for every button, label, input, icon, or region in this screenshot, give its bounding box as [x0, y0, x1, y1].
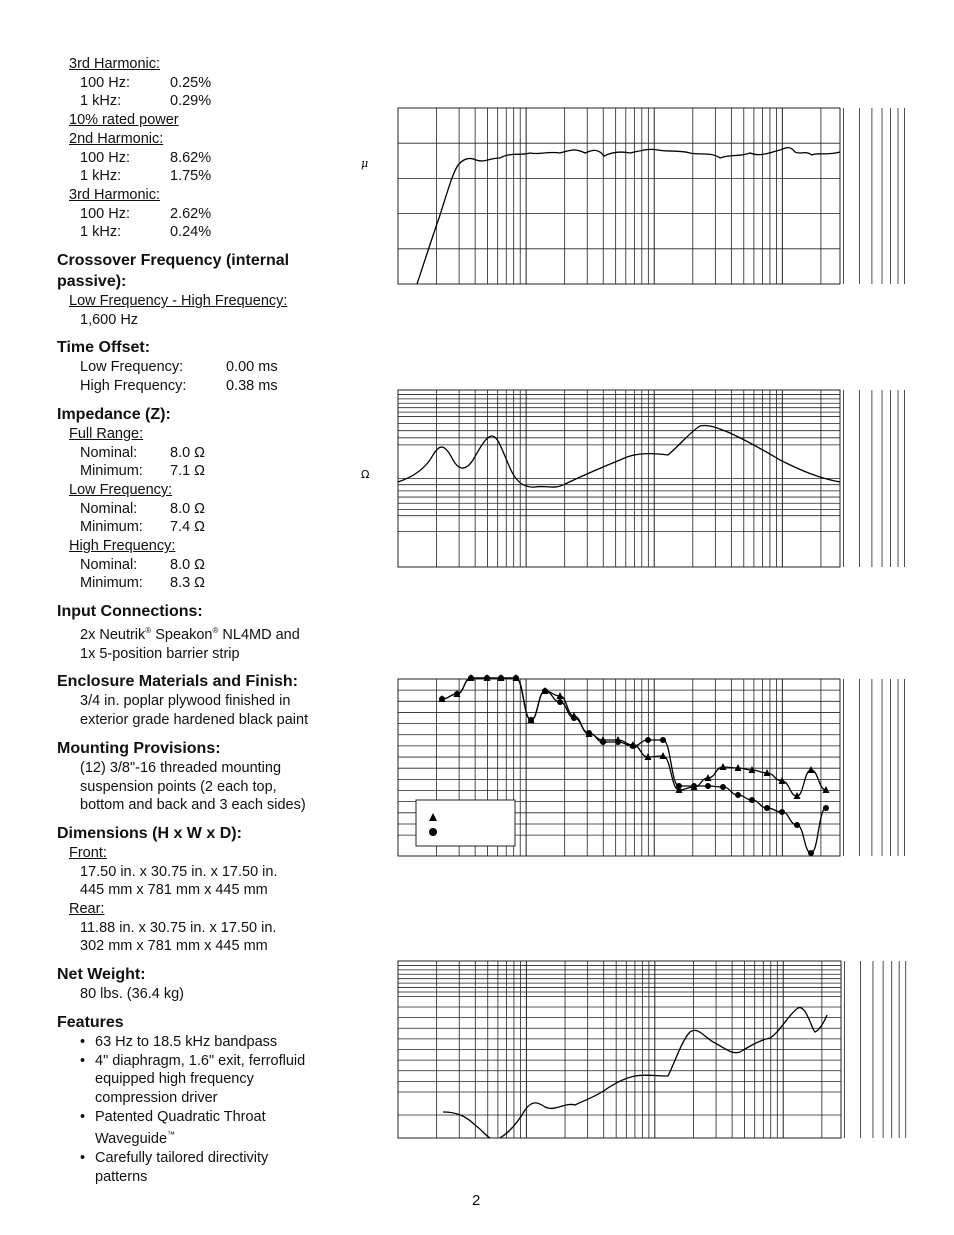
impedance-high-label: High Frequency: [69, 538, 176, 555]
circle-marker [794, 822, 800, 828]
circle-marker [615, 739, 621, 745]
spec-key: Nominal: [80, 556, 138, 573]
crossover-heading: Crossover Frequency (internal passive): [57, 252, 290, 291]
impedance-full-label: Full Range: [69, 425, 144, 442]
spec-value: 0.00 ms [226, 359, 278, 376]
weight-value: 80 lbs. (36.4 kg) [80, 986, 184, 1003]
mu-axis-label: μ [361, 157, 369, 170]
enclosure-heading: Enclosure Materials and Finish: [57, 673, 298, 691]
registered-mark: ® [145, 626, 152, 636]
dimensions-rear2: 302 mm x 781 mm x 445 mm [80, 938, 268, 955]
second-harmonic-label: 2nd Harmonic: [69, 130, 164, 147]
circle-marker [586, 730, 592, 736]
chart-frame [398, 108, 840, 284]
spec-value: 2.62% [170, 205, 212, 222]
dimensions-front2: 445 mm x 781 mm x 445 mm [80, 882, 268, 899]
phase-chart [398, 961, 906, 1138]
spec-key: Nominal: [80, 500, 138, 517]
circle-marker [454, 691, 460, 697]
circle-marker [808, 850, 814, 856]
spec-value: 7.4 Ω [170, 519, 206, 536]
spec-key: 1 kHz: [80, 168, 122, 185]
ohm-axis-label: Ω [361, 468, 370, 481]
circle-marker [823, 805, 829, 811]
crossover-value: 1,600 Hz [80, 311, 139, 328]
circle-marker [571, 715, 577, 721]
spec-value: 0.25% [170, 74, 212, 91]
enclosure-line2: exterior grade hardened black paint [80, 712, 309, 729]
circle-marker [735, 792, 741, 798]
circle-marker [676, 783, 682, 789]
time-offset-heading: Time Offset: [57, 339, 151, 357]
spec-value: 8.62% [170, 149, 212, 166]
frequency-response-chart [398, 108, 905, 284]
circle-marker [513, 675, 519, 681]
spec-key: Minimum: [80, 575, 143, 592]
mounting-line3: bottom and back and 3 each sides) [80, 797, 306, 814]
circle-marker-icon [429, 828, 437, 836]
dimensions-heading: Dimensions (H x W x D): [57, 824, 242, 842]
spec-value: 7.1 Ω [170, 463, 206, 480]
spec-key: 1 kHz: [80, 224, 122, 241]
spec-key: High Frequency: [80, 378, 187, 395]
enclosure-line1: 3/4 in. poplar plywood finished in [80, 693, 291, 710]
directivity-chart [398, 674, 905, 856]
dimensions-rear-label: Rear: [69, 901, 105, 918]
third-harmonic-label: 3rd Harmonic: [69, 186, 161, 203]
spec-value: 0.38 ms [226, 378, 278, 395]
circle-marker [542, 688, 548, 694]
spec-value: 0.24% [170, 224, 212, 241]
inputs-heading: Input Connections: [57, 603, 203, 621]
circle-marker [660, 737, 666, 743]
dimensions-rear1: 11.88 in. x 30.75 in. x 17.50 in. [80, 919, 277, 936]
inputs-line1: 2x Neutrik® Speakon® NL4MD and [80, 626, 300, 643]
registered-mark: ® [212, 626, 219, 636]
circle-marker [630, 743, 636, 749]
feature-item: • Patented Quadratic Throat Waveguide™ [80, 1108, 347, 1149]
circle-marker [764, 805, 770, 811]
spec-key: 100 Hz: [80, 205, 130, 222]
feature-item: • 4" diaphragm, 1.6" exit, ferrofluid equipped high frequency compression driver [80, 1052, 347, 1108]
spec-key: 1 kHz: [80, 93, 122, 110]
triangle-marker [808, 766, 815, 773]
feature-item: • Carefully tailored directivity patterns [80, 1149, 347, 1186]
spec-value: 8.0 Ω [170, 556, 206, 573]
mounting-line1: (12) 3/8"-16 threaded mounting [80, 759, 282, 776]
circle-marker [720, 784, 726, 790]
circle-marker [705, 783, 711, 789]
circle-marker [557, 699, 563, 705]
spec-key: Minimum: [80, 463, 143, 480]
circle-marker [439, 696, 445, 702]
impedance-chart [398, 390, 905, 567]
circle-marker [600, 739, 606, 745]
inputs-line2: 1x 5-position barrier strip [80, 645, 240, 662]
spec-key: Minimum: [80, 519, 143, 536]
circle-marker [691, 783, 697, 789]
spec-value: 8.0 Ω [170, 444, 206, 461]
impedance-low-label: Low Frequency: [69, 481, 173, 498]
rated-power-label: 10% rated power [69, 112, 179, 129]
legend-box [416, 800, 515, 846]
third-harmonic-label: 3rd Harmonic: [69, 56, 161, 72]
impedance-trace [398, 425, 840, 487]
spec-key: Low Frequency: [80, 359, 184, 376]
spec-value: 8.3 Ω [170, 575, 206, 592]
circle-marker [645, 737, 651, 743]
weight-heading: Net Weight: [57, 966, 146, 984]
circle-marker [468, 675, 474, 681]
spec-key: 100 Hz: [80, 74, 130, 91]
circle-marker [498, 675, 504, 681]
trademark-mark: ™ [167, 1130, 176, 1140]
feature-item: • 63 Hz to 18.5 kHz bandpass [80, 1033, 347, 1052]
circle-marker [528, 717, 534, 723]
mounting-line2: suspension points (2 each top, [80, 778, 277, 795]
crossover-sub: Low Frequency - High Frequency: [69, 293, 288, 310]
spec-value: 1.75% [170, 168, 212, 185]
mounting-heading: Mounting Provisions: [57, 739, 221, 757]
spec-value: 0.29% [170, 93, 212, 110]
spec-key: Nominal: [80, 444, 138, 461]
spec-key: 100 Hz: [80, 149, 130, 166]
page-number: 2 [472, 1192, 481, 1209]
circle-marker [779, 809, 785, 815]
dimensions-front1: 17.50 in. x 30.75 in. x 17.50 in. [80, 863, 278, 880]
features-heading: Features [57, 1013, 124, 1031]
impedance-heading: Impedance (Z): [57, 405, 171, 423]
dimensions-front-label: Front: [69, 844, 107, 861]
spec-value: 8.0 Ω [170, 500, 206, 517]
circle-marker [484, 675, 490, 681]
circle-marker [749, 797, 755, 803]
